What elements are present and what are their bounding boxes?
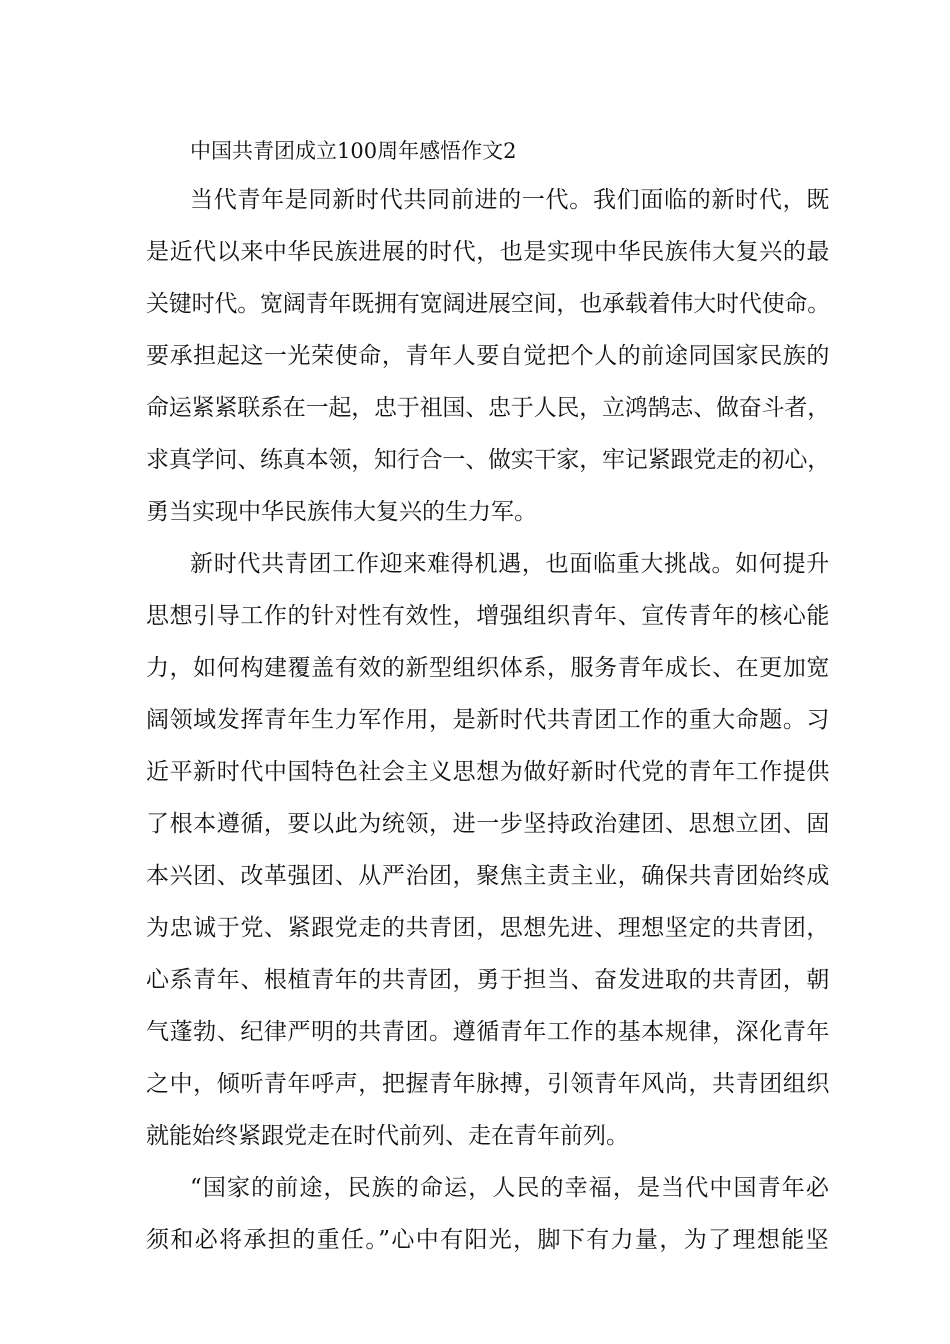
paragraph-line: 阔领域发挥青年生力军作用，是新时代共青团工作的重大命题。习 bbox=[146, 707, 830, 733]
paragraph-line: 心系青年、根植青年的共青团，勇于担当、奋发进取的共青团，朝 bbox=[146, 967, 830, 993]
paragraph-line: 思想引导工作的针对性有效性，增强组织青年、宣传青年的核心能 bbox=[146, 603, 830, 629]
paragraph-line: 之中，倾听青年呼声，把握青年脉搏，引领青年风尚，共青团组织 bbox=[146, 1071, 830, 1097]
paragraph-line: 须和必将承担的重任。”心中有阳光，脚下有力量，为了理想能坚 bbox=[146, 1227, 830, 1253]
document-title: 中国共青团成立100周年感悟作文2 bbox=[190, 139, 517, 163]
paragraph-line: 为忠诚于党、紧跟党走的共青团，思想先进、理想坚定的共青团， bbox=[146, 915, 830, 941]
paragraph-line: 近平新时代中国特色社会主义思想为做好新时代党的青年工作提供 bbox=[146, 759, 830, 785]
paragraph-line: 力，如何构建覆盖有效的新型组织体系，服务青年成长、在更加宽 bbox=[146, 655, 830, 681]
paragraph-line: “国家的前途，民族的命运，人民的幸福，是当代中国青年必 bbox=[190, 1175, 830, 1201]
paragraph-line: 了根本遵循，要以此为统领，进一步坚持政治建团、思想立团、固 bbox=[146, 811, 830, 837]
paragraph-line: 气蓬勃、纪律严明的共青团。遵循青年工作的基本规律，深化青年 bbox=[146, 1019, 830, 1045]
paragraph-line: 就能始终紧跟党走在时代前列、走在青年前列。 bbox=[146, 1123, 629, 1149]
paragraph-line: 关键时代。宽阔青年既拥有宽阔进展空间，也承载着伟大时代使命。 bbox=[146, 291, 831, 317]
paragraph-line: 求真学问、练真本领，知行合一、做实干家，牢记紧跟党走的初心， bbox=[146, 447, 831, 473]
paragraph-line: 本兴团、改革强团、从严治团，聚焦主责主业，确保共青团始终成 bbox=[146, 863, 830, 889]
paragraph-line: 命运紧紧联系在一起，忠于祖国、忠于人民，立鸿鹄志、做奋斗者， bbox=[146, 395, 831, 421]
paragraph-line: 是近代以来中华民族进展的时代，也是实现中华民族伟大复兴的最 bbox=[146, 239, 830, 265]
paragraph-line: 要承担起这一光荣使命，青年人要自觉把个人的前途同国家民族的 bbox=[146, 343, 830, 369]
paragraph-line: 勇当实现中华民族伟大复兴的生力军。 bbox=[146, 499, 537, 525]
paragraph-line: 新时代共青团工作迎来难得机遇，也面临重大挑战。如何提升 bbox=[190, 551, 830, 577]
paragraph-line: 当代青年是同新时代共同前进的一代。我们面临的新时代，既 bbox=[190, 187, 830, 213]
